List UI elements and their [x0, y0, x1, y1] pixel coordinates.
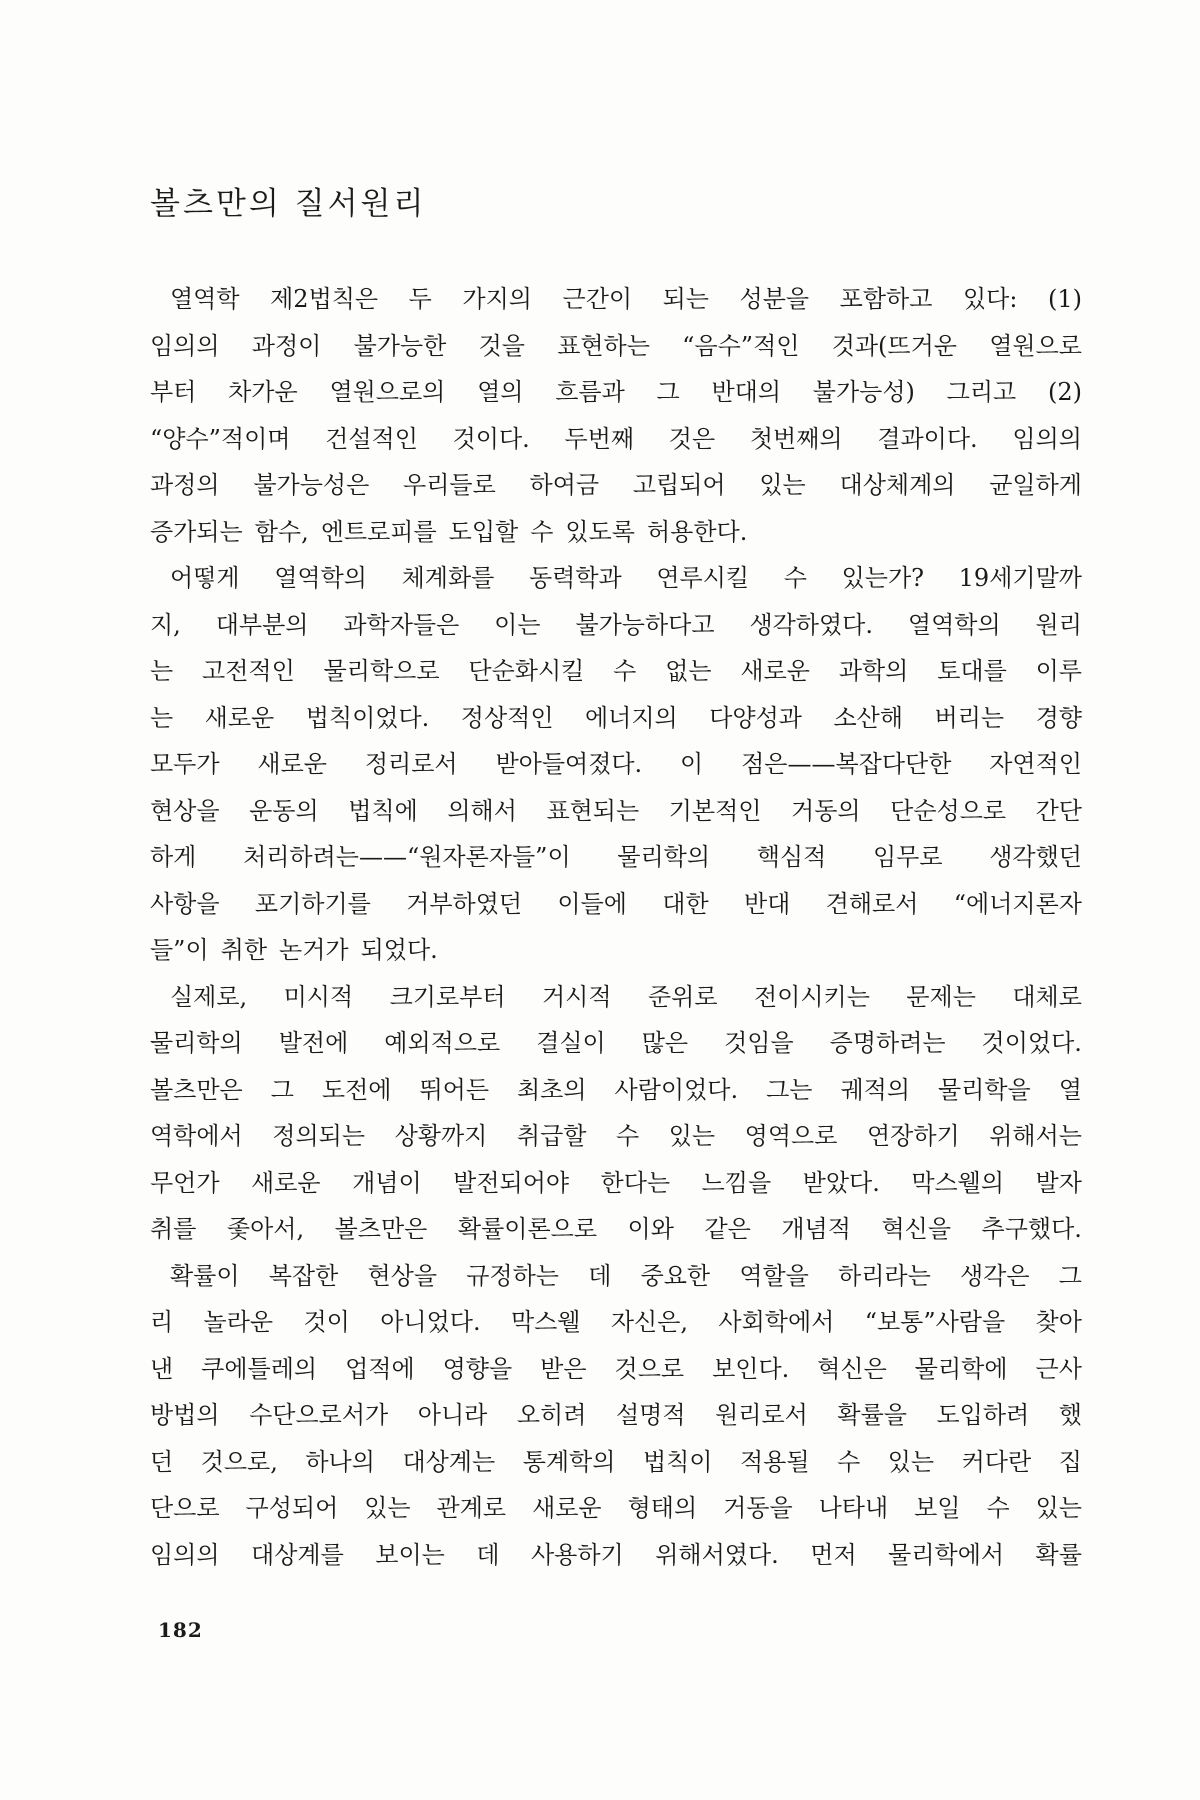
word: 보인다. — [712, 1354, 790, 1383]
word: 전이시키는 — [753, 982, 870, 1011]
word: 취한 — [220, 936, 268, 964]
word: 논거가 — [279, 936, 349, 964]
word: 모두가 — [150, 750, 220, 778]
word: 함수, — [254, 517, 309, 546]
word: 도전에 — [321, 1075, 392, 1104]
word: (1) — [1047, 285, 1082, 313]
word: 것이었다. — [981, 1029, 1082, 1057]
word: 개념적 — [781, 1215, 851, 1243]
word: 되는 — [662, 285, 709, 313]
word: 통계학의 — [522, 1447, 616, 1476]
word: 그리고 — [946, 378, 1017, 406]
text-line — [150, 1206, 1082, 1253]
word: 성분을 — [739, 285, 810, 313]
word: 없는 — [665, 657, 712, 685]
word: 과정이 — [251, 331, 322, 360]
word: 19세기말까 — [958, 564, 1082, 592]
text-line — [150, 555, 1082, 602]
word: 대한 — [662, 889, 709, 918]
word: 정상적인 — [460, 703, 554, 732]
word: 는 — [150, 657, 174, 685]
word: 있다: — [962, 285, 1018, 313]
word: 것으로, — [200, 1447, 278, 1476]
word: 상황까지 — [394, 1122, 488, 1150]
word: 법칙이 — [642, 1447, 713, 1476]
word: “양수”적이며 — [150, 424, 291, 453]
word: 엔트로피를 — [320, 517, 437, 546]
word: 열 — [1058, 1075, 1082, 1104]
word: 고립되어 — [632, 471, 726, 499]
word: 하리라는 — [838, 1261, 931, 1290]
word: 오히려 — [516, 1401, 587, 1429]
word: 확률이론으로 — [457, 1215, 598, 1243]
word: 현상을 — [367, 1261, 438, 1290]
text-line — [150, 1020, 1082, 1067]
text-line — [150, 927, 1082, 974]
word: 물리학에서 — [888, 1540, 1005, 1569]
text-line — [150, 1113, 1082, 1160]
word: 증가되는 — [150, 517, 243, 546]
word: 근간이 — [562, 285, 633, 313]
word: 준위로 — [647, 982, 718, 1011]
word: 한다는 — [600, 1168, 671, 1197]
word: 포함하고 — [839, 285, 933, 313]
word: 그 — [656, 378, 680, 406]
word: 발전에 — [278, 1029, 349, 1057]
word: 볼츠만은 — [334, 1215, 428, 1243]
word: 결과이다. — [877, 424, 978, 453]
word: 미시적 — [283, 982, 354, 1011]
word: 받은 — [540, 1354, 587, 1383]
word: 표현하는 — [557, 331, 650, 360]
word: 임의의 — [150, 1540, 220, 1569]
text-line — [150, 1532, 1082, 1579]
word: 불가능하다고 — [575, 610, 715, 639]
word: 있는 — [364, 1494, 411, 1522]
word: 정의되는 — [272, 1122, 366, 1150]
word: 열역학 — [170, 285, 240, 313]
word: 먼저 — [810, 1540, 857, 1569]
word: 반대 — [743, 889, 791, 918]
word: 아니라 — [417, 1401, 488, 1429]
text-line — [150, 602, 1082, 649]
word: 수 — [616, 1122, 640, 1150]
word: 불가능성) — [812, 378, 915, 406]
word: 허용한다. — [646, 517, 748, 546]
word: 단으로 — [150, 1494, 220, 1522]
word: 막스웰 — [510, 1308, 581, 1336]
word: 추구했다. — [981, 1215, 1082, 1243]
word: 나타내 — [818, 1494, 889, 1522]
text-line — [150, 1067, 1082, 1114]
word: 수 — [837, 1447, 861, 1476]
word: 현상을 — [150, 796, 220, 825]
text-line — [150, 1299, 1082, 1346]
word: 같은 — [704, 1215, 751, 1243]
word: 열원으로 — [989, 331, 1082, 360]
word: 업적에 — [345, 1354, 415, 1383]
word: 차가운 — [228, 378, 298, 406]
word: 던 — [150, 1447, 174, 1476]
word: 자연적인 — [989, 750, 1082, 778]
word: 찾아 — [1035, 1308, 1082, 1336]
word: 하나의 — [305, 1447, 375, 1476]
word: 중요한 — [640, 1261, 711, 1290]
word: 제2법칙은 — [270, 285, 379, 313]
word: 보이는 — [375, 1540, 445, 1569]
word: 이와 — [627, 1215, 674, 1243]
word: 물리학의 — [617, 843, 711, 871]
word: 단순성으로 — [890, 796, 1007, 825]
word: 아니었다. — [380, 1308, 481, 1336]
word: 새로운 — [251, 1168, 321, 1197]
text-line — [150, 1485, 1082, 1532]
word: 쿠에틀레의 — [201, 1354, 318, 1383]
word: 연루시킬 — [656, 564, 750, 592]
word: 원리로서 — [715, 1401, 808, 1429]
word: 적용될 — [740, 1447, 810, 1476]
text-line — [150, 1253, 1082, 1300]
word: 생각은 — [960, 1261, 1030, 1290]
text-line — [150, 1439, 1082, 1486]
word: 새로운 — [204, 703, 275, 732]
text-line — [150, 323, 1082, 370]
word: 원리 — [1035, 610, 1082, 639]
word: 다양성과 — [709, 703, 802, 732]
word: 핵심적 — [756, 843, 827, 871]
word: 혁신을 — [881, 1215, 952, 1243]
word: 방법의 — [150, 1401, 220, 1429]
word: 기본적인 — [668, 796, 762, 825]
word: 가지의 — [462, 285, 532, 313]
word: 확률을 — [837, 1401, 907, 1429]
word: 데 — [476, 1540, 500, 1569]
word: 취를 — [150, 1215, 197, 1243]
text-line — [150, 1392, 1082, 1439]
word: 궤적의 — [840, 1075, 911, 1104]
word: 간단 — [1035, 796, 1082, 825]
word: 도입하려 — [936, 1401, 1030, 1429]
word: 건설적인 — [325, 424, 418, 453]
word: 운동의 — [249, 796, 319, 825]
word: 임의의 — [1012, 424, 1082, 453]
word: 두 — [408, 285, 432, 313]
word: 느낌을 — [701, 1168, 772, 1197]
body-text — [150, 276, 1082, 1578]
word: 열원으로의 — [329, 378, 446, 406]
word: 받았다. — [802, 1168, 880, 1197]
word: 체계화를 — [401, 564, 495, 592]
word: 위해서는 — [989, 1122, 1082, 1150]
word: 이루 — [1035, 657, 1082, 685]
word: 고전적인 — [202, 657, 295, 685]
word: 수 — [986, 1494, 1010, 1522]
word: 있는 — [759, 471, 806, 499]
word: 있는가? — [841, 564, 925, 592]
word: 들”이 — [150, 936, 209, 964]
word: 첫번째의 — [749, 424, 843, 453]
word: 그 — [270, 1075, 294, 1104]
word: 그 — [1058, 1261, 1082, 1290]
word: 이들에 — [557, 889, 627, 918]
word: 좇아서, — [226, 1215, 305, 1243]
word: 어떻게 — [170, 564, 240, 592]
word: 버리는 — [934, 703, 1005, 732]
text-line — [150, 974, 1082, 1021]
word: 수단으로서가 — [249, 1401, 389, 1429]
word: 개념이 — [352, 1168, 422, 1197]
word: 물리학을 — [938, 1075, 1031, 1104]
text-line — [150, 1346, 1082, 1393]
text-line — [150, 788, 1082, 835]
word: 발자 — [1035, 1168, 1082, 1197]
word: 확률이 — [170, 1261, 240, 1290]
text-line — [150, 648, 1082, 695]
word: 부터 — [150, 378, 197, 406]
text-line — [150, 741, 1082, 788]
word: 영향을 — [442, 1354, 513, 1383]
word: 무언가 — [150, 1168, 220, 1197]
word: 지, — [150, 610, 181, 639]
word: 받아들여졌다. — [495, 750, 643, 778]
word: 리 — [150, 1308, 174, 1336]
word: 문제는 — [906, 982, 976, 1011]
word: 대체로 — [1012, 982, 1082, 1011]
word: 법칙에 — [348, 796, 418, 825]
word: 형태의 — [627, 1494, 698, 1522]
word: 많은 — [641, 1029, 689, 1057]
word: 임무로 — [873, 843, 943, 871]
word: 커다란 — [961, 1447, 1032, 1476]
text-line — [150, 1160, 1082, 1207]
word: 물리학의 — [150, 1029, 243, 1057]
text-line — [150, 881, 1082, 928]
word: 역할을 — [739, 1261, 809, 1290]
word: “음수”적인 — [682, 331, 800, 360]
word: 우리들로 — [403, 471, 496, 499]
word: 연장하기 — [866, 1122, 960, 1150]
word: 대상체계의 — [839, 471, 956, 499]
word: 수 — [613, 657, 637, 685]
word: 하여금 — [529, 471, 600, 499]
word: 열역학의 — [907, 610, 1001, 639]
word: 있도록 — [565, 517, 635, 546]
word: 열역학의 — [274, 564, 367, 592]
word: 것임을 — [724, 1029, 794, 1057]
word: 것이 — [303, 1308, 350, 1336]
word: 임의의 — [150, 331, 220, 360]
word: 최초의 — [517, 1075, 587, 1104]
word: 것은 — [668, 424, 716, 453]
text-line — [150, 462, 1082, 509]
word: 경향 — [1035, 703, 1082, 732]
word: 영역으로 — [744, 1122, 838, 1150]
word: 보일 — [914, 1494, 961, 1522]
word: 새로운 — [257, 750, 327, 778]
word: 뛰어든 — [419, 1075, 490, 1104]
word: 과학의 — [838, 657, 909, 685]
word: 데 — [588, 1261, 612, 1290]
word: 에너지의 — [585, 703, 678, 732]
word: 결실이 — [536, 1029, 606, 1057]
word: 포기하기를 — [254, 889, 371, 918]
word: 집 — [1058, 1447, 1082, 1476]
word: 근사 — [1035, 1354, 1082, 1383]
word: 소산해 — [833, 703, 904, 732]
word: 있는 — [668, 1122, 716, 1150]
word: 설명적 — [615, 1401, 686, 1429]
word: 실제로, — [170, 982, 248, 1011]
word: 반대의 — [711, 378, 782, 406]
word: 물리학으로 — [323, 657, 440, 685]
word: (2) — [1047, 378, 1082, 406]
word: 열의 — [477, 378, 524, 406]
word: 법칙이었다. — [305, 703, 430, 732]
word: 것이다. — [452, 424, 530, 453]
word: 사회학에서 — [718, 1308, 835, 1336]
text-line — [150, 276, 1082, 323]
section-title: 볼츠만의 질서원리 — [150, 186, 427, 222]
word: 이 — [680, 750, 704, 778]
word: 처리하려는——“원자론자들”이 — [243, 843, 571, 871]
word: 생각하였다. — [749, 610, 873, 639]
word: 거부하였던 — [406, 889, 523, 918]
word: 있는 — [887, 1447, 935, 1476]
word: 역학에서 — [150, 1122, 243, 1150]
word: 점은——복잡다단한 — [741, 750, 952, 778]
word: 위해서였다. — [655, 1540, 779, 1569]
page-number: 182 — [158, 1618, 203, 1642]
word: 수 — [783, 564, 807, 592]
word: 물리학에 — [914, 1354, 1008, 1383]
word: 사용하기 — [531, 1540, 624, 1569]
word: 토대를 — [937, 657, 1007, 685]
word: 두번째 — [564, 424, 635, 453]
text-line — [150, 695, 1082, 742]
word: 예외적으로 — [384, 1029, 501, 1057]
word: 는 — [150, 703, 174, 732]
word: 볼츠만은 — [150, 1075, 243, 1104]
word: 생각했던 — [989, 843, 1082, 871]
word: 수 — [530, 517, 554, 546]
word: 거동을 — [723, 1494, 793, 1522]
word: 사람이었다. — [614, 1075, 739, 1104]
word: 하게 — [150, 843, 197, 871]
word: 의해서 — [447, 796, 517, 825]
word: 불가능한 — [353, 331, 447, 360]
word: 흐름과 — [555, 378, 625, 406]
word: 균일하게 — [989, 471, 1082, 499]
word: 것을 — [478, 331, 525, 360]
word: 단순화시킬 — [468, 657, 585, 685]
word: 발전되어야 — [453, 1168, 570, 1197]
text-line — [150, 369, 1082, 416]
word: 놀라운 — [203, 1308, 274, 1336]
word: 자신은, — [610, 1308, 689, 1336]
word: 구성되어 — [245, 1494, 339, 1522]
word: 거시적 — [541, 982, 612, 1011]
text-line — [150, 509, 1082, 556]
word: 도입할 — [448, 517, 519, 546]
word: 새로운 — [740, 657, 810, 685]
text-line — [150, 416, 1082, 463]
word: 것과(뜨거운 — [831, 331, 957, 360]
word: 과정의 — [150, 471, 220, 499]
word: “보통”사람을 — [864, 1308, 1006, 1336]
word: 되었다. — [360, 936, 438, 964]
word: 것으로 — [614, 1354, 685, 1383]
word: 막스웰의 — [911, 1168, 1005, 1197]
word: 있는 — [1035, 1494, 1082, 1522]
word: 이는 — [494, 610, 541, 639]
word: 과학자들은 — [343, 610, 460, 639]
word: 대상계는 — [402, 1447, 496, 1476]
word: 대상계를 — [251, 1540, 344, 1569]
word: 취급할 — [516, 1122, 587, 1150]
word: 했 — [1058, 1401, 1082, 1429]
word: 사항을 — [150, 889, 220, 918]
word: 관계로 — [436, 1494, 507, 1522]
word: 혁신은 — [817, 1354, 887, 1383]
word: 동력학과 — [528, 564, 622, 592]
word: 거동의 — [791, 796, 861, 825]
text-line — [150, 834, 1082, 881]
word: 새로운 — [532, 1494, 602, 1522]
word: 그는 — [766, 1075, 813, 1104]
word: 표현되는 — [546, 796, 640, 825]
word: 낸 — [150, 1354, 174, 1383]
word: 대부분의 — [215, 610, 309, 639]
word: “에너지론자 — [953, 889, 1082, 918]
word: 복잡한 — [268, 1261, 339, 1290]
word: 견해로서 — [825, 889, 919, 918]
word: 정리로서 — [364, 750, 458, 778]
word: 크기로부터 — [389, 982, 506, 1011]
word: 증명하려는 — [829, 1029, 946, 1057]
word: 확률 — [1035, 1540, 1082, 1569]
word: 불가능성은 — [253, 471, 370, 499]
word: 규정하는 — [466, 1261, 559, 1290]
